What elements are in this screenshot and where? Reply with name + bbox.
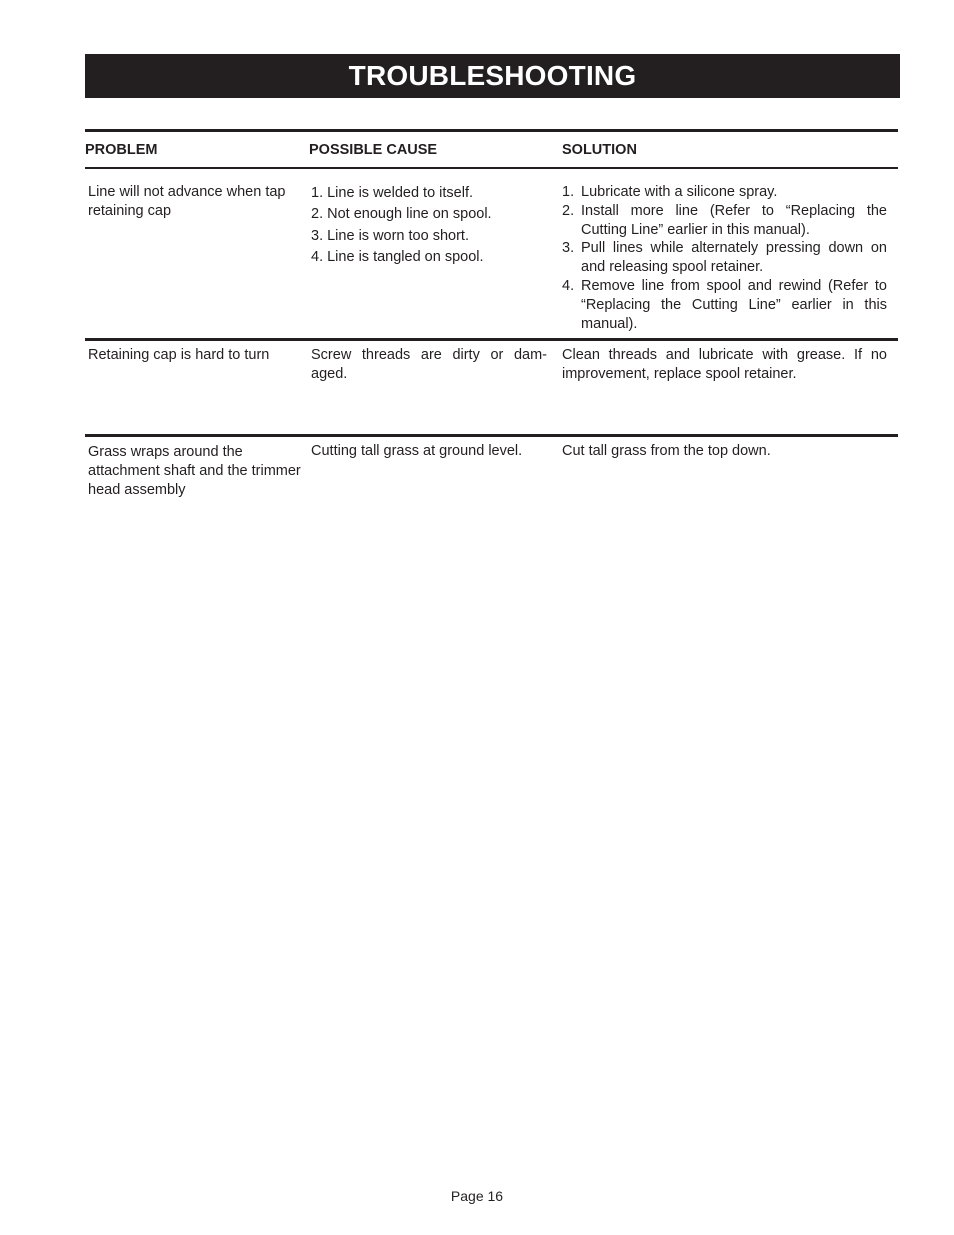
list-number: 2. [562, 202, 575, 219]
solution-cell: Clean threads and lubricate with grease. If no improvement, replace spool retainer. [562, 347, 887, 382]
solution-cell [562, 183, 887, 333]
troubleshooting-table [85, 129, 898, 507]
page-number: Page 16 [450, 1188, 504, 1204]
list-text: Remove line from spool and rewind (Refer to “Replacing the Cutting Line” earlier in this manual). [581, 277, 887, 332]
cause-cell: Cutting tall grass at ground level. [311, 443, 523, 459]
problem-cell: Retaining cap is hard to turn [88, 347, 270, 363]
list-item [562, 183, 887, 202]
list-number: 1. [562, 184, 575, 200]
list-item [562, 239, 887, 277]
solution-cell: Cut tall grass from the top down. [562, 443, 771, 459]
cause-cell: Screw threads are dirty or dam-aged. [311, 347, 547, 382]
table-header-row [85, 132, 898, 167]
list-item: 3. Line is worn too short. [311, 227, 469, 244]
problem-cell: Grass wraps around the attachment shaft and the trimmer head assembly [88, 444, 301, 498]
header-problem: PROBLEM [85, 142, 158, 158]
page-title: TROUBLESHOOTING [85, 54, 900, 98]
list-item [562, 202, 887, 240]
list-item: 1. Line is welded to itself. [311, 185, 474, 201]
list-number: 3. [562, 240, 575, 257]
list-item: 4. Line is tangled on spool. [311, 249, 484, 266]
list-item [562, 277, 887, 333]
header-solution: SOLUTION [562, 142, 637, 158]
list-item: 2. Not enough line on spool. [311, 206, 492, 223]
table-row [85, 169, 898, 338]
header-possible-cause: POSSIBLE CAUSE [309, 142, 438, 158]
list-number: 4. [562, 277, 575, 294]
table-row [85, 437, 898, 507]
problem-cell: Line will not advance when tap retaining cap [88, 184, 286, 219]
list-text: Pull lines while alternately pressing down on and releasing spool retainer. [581, 240, 887, 276]
list-text: Install more line (Refer to “Replacing the Cutting Line” earlier in this manual). [581, 202, 887, 238]
list-text: Lubricate with a silicone spray. [581, 184, 778, 200]
cause-cell [311, 184, 547, 270]
table-row [85, 341, 898, 434]
